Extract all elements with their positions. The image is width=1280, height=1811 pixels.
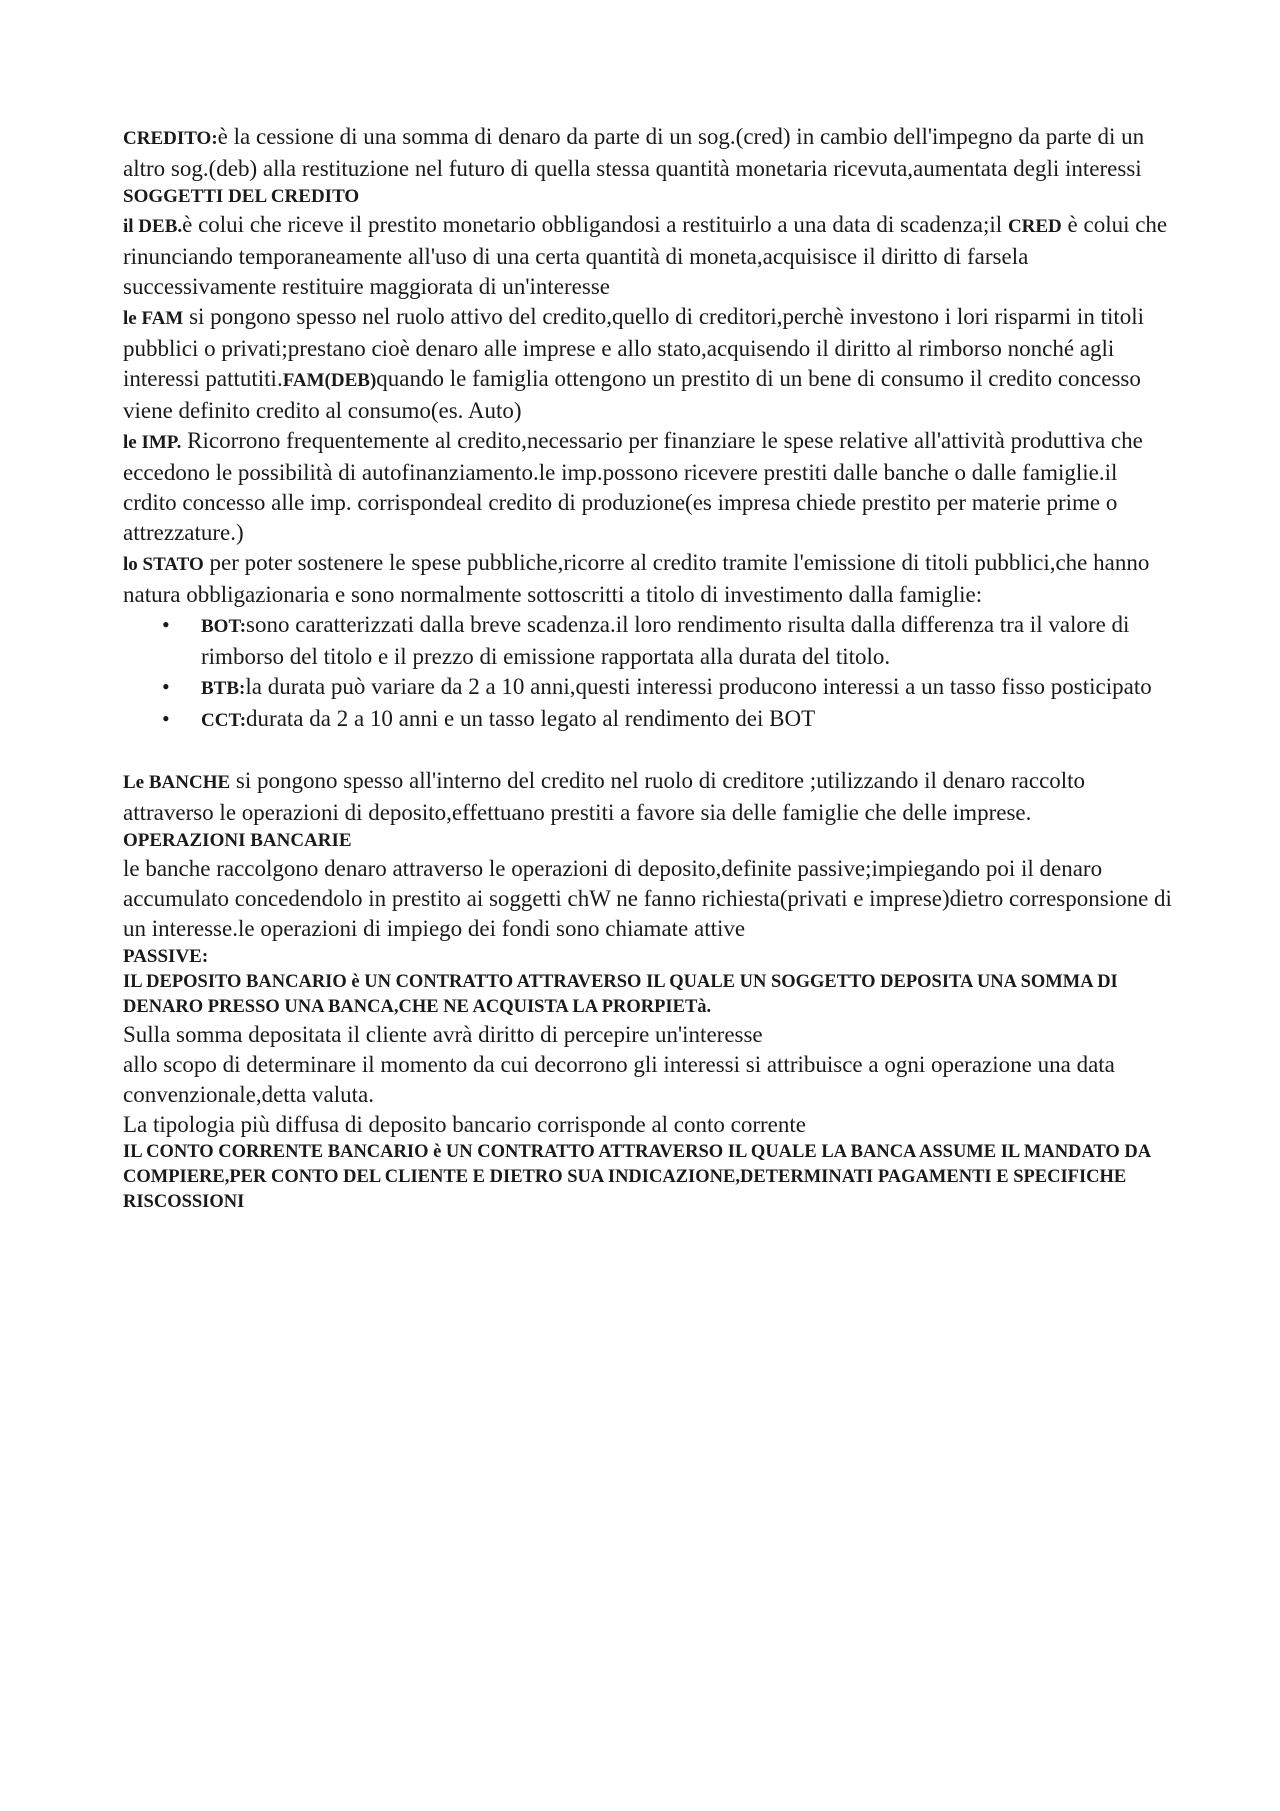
credito-paragraph [123, 122, 1173, 184]
btb-text: la durata può variare da 2 a 10 anni,questi interessi producono interessi a un tasso fisso posticipato [245, 674, 1152, 699]
banche-paragraph [123, 766, 1173, 828]
fam-deb-text: quando le famiglia ottengono un prestito di un bene di consumo il credito concesso viene definito credito al consumo(es. Auto) [123, 366, 1141, 423]
fam-paragraph [123, 302, 1173, 426]
term-fam: le FAM [123, 308, 184, 329]
valuta-paragraph: allo scopo di determinare il momento da cui decorrono gli interessi si attribuisce a ogni operazione una data convenzionale,detta valuta. [123, 1052, 1115, 1107]
term-cred: CRED [1007, 216, 1062, 237]
bot-text: sono caratterizzati dalla breve scadenza.il loro rendimento risulta dalla differenza tra il valore di rimborso del titolo e il prezzo di emissione rapportata alla durata del titolo. [201, 612, 1130, 669]
imp-paragraph [123, 426, 1173, 548]
titoli-list [123, 610, 1173, 736]
term-imp: le IMP. [123, 432, 182, 453]
list-item-bot [162, 610, 1173, 672]
cred-text: è colui che rinunciando temporaneamente all'uso di una certa quantità di moneta,acquisisce il diritto di farsela successivamente restituire maggiorata di un'interesse [123, 212, 1168, 299]
term-stato: lo STATO [123, 554, 204, 575]
document-page [123, 122, 1173, 1215]
term-btb: BTB: [201, 678, 246, 699]
deb-cred-paragraph [123, 210, 1173, 302]
somma-line: Sulla somma depositata il cliente avrà diritto di percepire un'interesse [123, 1022, 763, 1047]
imp-text: Ricorrono frequentemente al credito,necessario per finanziare le spese relative all'attività produttiva che eccedono le possibilità di autofinanziamento.le imp.possono ricevere prestiti dalle banche o dalle famiglie.il crdito concesso alle imp. corrispondeal credito di produzione(es impresa chiede prestito per materie prime o attrezzature.) [123, 428, 1143, 545]
bullet-icon: • [162, 612, 170, 637]
fam-text: si pongono spesso nel ruolo attivo del credito,quello di creditori,perchè investono i lori risparmi in titoli pubblici o privati;prestano cioè denaro alle imprese e allo stato,acquisendo il diritto al rimborso nonché agli interessi pattutiti. [123, 304, 1145, 391]
deb-text: è colui che riceve il prestito monetario obbligandosi a restituirlo a una data di scadenza;il [182, 212, 1008, 237]
bullet-icon: • [162, 706, 170, 731]
operazioni-paragraph: le banche raccolgono denaro attraverso le operazioni di deposito,definite passive;impiegando poi il denaro accumulato concedendolo in prestito ai soggetti chW ne fanno richiesta(privati e imprese)dietro corresponsione di un interesse.le operazioni di impiego dei fondi sono chiamate attive [123, 856, 1172, 941]
cct-text: durata da 2 a 10 anni e un tasso legato al rendimento dei BOT [246, 706, 816, 731]
passive-heading: PASSIVE: [123, 946, 209, 967]
tipologia-line: La tipologia più diffusa di deposito bancario corrisponde al conto corrente [123, 1112, 806, 1137]
stato-text: per poter sostenere le spese pubbliche,ricorre al credito tramite l'emissione di titoli pubblici,che hanno natura obbligazionaria e sono normalmente sottoscritti a titolo di investimento dalla famiglie: [123, 550, 1150, 607]
stato-paragraph [123, 548, 1173, 610]
operazioni-heading: OPERAZIONI BANCARIE [123, 830, 352, 851]
deposito-definition: IL DEPOSITO BANCARIO è UN CONTRATTO ATTRAVERSO IL QUALE UN SOGGETTO DEPOSITA UNA SOMMA DI DENARO PRESSO UNA BANCA,CHE NE ACQUISTA LA PRORPIETà. [123, 972, 1118, 1017]
bullet-icon: • [162, 674, 170, 699]
term-credito: CREDITO: [123, 128, 218, 149]
term-fam-deb: FAM(DEB) [282, 370, 377, 391]
term-banche: Le BANCHE [123, 772, 231, 793]
list-item-cct [162, 704, 1173, 736]
credito-text: è la cessione di una somma di denaro da parte di un sog.(cred) in cambio dell'impegno da parte di un altro sog.(deb) alla restituzione nel futuro di quella stessa quantità monetaria ricevuta,aumentata degli interessi [123, 124, 1145, 181]
banche-text: si pongono spesso all'interno del credito nel ruolo di creditore ;utilizzando il denaro raccolto attraverso le operazioni di deposito,effettuano prestiti a favore sia delle famiglie che delle imprese. [123, 768, 1086, 825]
conto-corrente-definition: IL CONTO CORRENTE BANCARIO è UN CONTRATTO ATTRAVERSO IL QUALE LA BANCA ASSUME IL MANDATO DA COMPIERE,PER CONTO DEL CLIENTE E DIETRO SUA INDICAZIONE,DETERMINATI PAGAMENTI E SPECIFICHE RISCOSSIONI [123, 1142, 1151, 1212]
soggetti-heading: SOGGETTI DEL CREDITO [123, 186, 360, 207]
list-item-btb [162, 672, 1173, 704]
term-cct: CCT: [201, 710, 247, 731]
term-bot: BOT: [201, 616, 247, 637]
spacer [123, 736, 1173, 766]
term-deb: il DEB. [123, 216, 183, 237]
